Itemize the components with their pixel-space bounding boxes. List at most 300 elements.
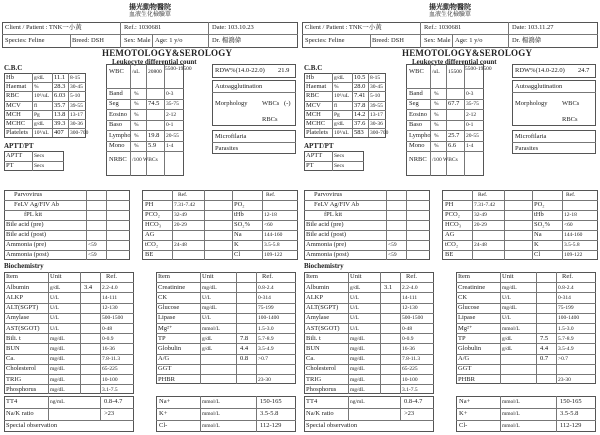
blood-gas-ref: 7.31-7.42 — [174, 202, 196, 208]
leuko-unit: % — [134, 90, 139, 97]
wbc-value: 15500 — [448, 69, 462, 75]
nrbc-unit: /100 WBCs — [432, 157, 458, 163]
cbc-unit: g/dL — [34, 121, 45, 127]
blood-gas-ref: 3.5-5.8 — [264, 242, 280, 248]
cbc-name: MCV — [306, 101, 321, 109]
serology-name: fPL kit — [24, 211, 42, 218]
doctor: Dr. 楊鴻偉 — [512, 37, 542, 44]
blood-gas-ref: 24-48 — [474, 242, 487, 248]
biochem-ref: 2.2-4.0 — [102, 284, 118, 291]
doctor: Dr. 楊鴻偉 — [212, 37, 242, 44]
blood-gas-item: tHb — [234, 211, 244, 218]
blood-gas-ref: 20-29 — [174, 222, 187, 228]
bottom-ref: 0.8-4.7 — [104, 398, 123, 405]
biochem-unit: U/L — [350, 325, 359, 332]
section-heading: HEMOTOLOGY&SEROLOGY — [402, 48, 533, 58]
cbc-value: 37.8 — [354, 101, 366, 109]
bottom-ref: 112-129 — [260, 422, 282, 429]
biochem-header-item: Item — [6, 273, 18, 280]
rule-line — [4, 210, 130, 211]
biochem-unit: mg/dL — [50, 335, 65, 342]
blood-gas-item: PCO₂ — [145, 211, 160, 218]
biochem-name: Phosphorus — [6, 385, 37, 393]
column-line — [452, 34, 453, 48]
rule-line — [512, 92, 596, 93]
blood-gas-ref: 3.5-5.8 — [564, 242, 580, 248]
biochem-value: 0.8 — [240, 355, 249, 363]
rule-line — [4, 408, 134, 409]
leuko-ref: 20-55 — [466, 132, 479, 139]
nrbc-label: NRBC — [409, 156, 427, 163]
serology-name: Bile acid (post) — [6, 231, 47, 238]
rule-line — [4, 333, 134, 334]
biochem-name: BUN — [6, 344, 20, 352]
leuko-name: Seg — [109, 100, 119, 107]
biochem-header-item: Item — [158, 273, 170, 280]
rule-line — [456, 292, 596, 293]
biochem-ref: 0-48 — [402, 325, 413, 332]
bottom-unit: mmol/L — [202, 411, 220, 417]
serology-name: FeLV Ag/FIV Ab — [314, 201, 360, 208]
column-line — [500, 396, 501, 432]
rule-line — [2, 34, 298, 35]
leuko-name: Mono — [409, 142, 425, 149]
biochem-name: GGT — [458, 365, 472, 373]
biochem-unit: U/L — [350, 305, 359, 312]
blood-gas-item: tCO₂ — [445, 241, 459, 248]
cbc-name: Hb — [306, 74, 314, 81]
cbc-ref: 8-15 — [370, 75, 381, 81]
biochem-name: Creatinine — [458, 283, 486, 291]
cbc-title: C.B.C — [4, 64, 23, 72]
biochem-unit: g/dL — [50, 284, 61, 291]
blood-gas-item: AG — [445, 231, 455, 238]
cbc-ref: 300-700 — [70, 130, 89, 137]
biochem-unit: mg/dL — [50, 376, 65, 383]
cbc-value: 6.03 — [54, 92, 66, 100]
biochem-name: TRIG — [6, 375, 22, 383]
biochem-unit: g/dL — [202, 345, 213, 352]
blood-gas-item: K — [234, 241, 239, 248]
column-line — [208, 22, 209, 48]
cbc-name: MCHC — [6, 120, 26, 127]
biochem-header-ref: Ref. — [562, 273, 574, 280]
cbc-unit: % — [334, 84, 339, 91]
biochem-header-ref: Ref. — [262, 273, 274, 280]
biochem-name: Ca. — [306, 355, 315, 363]
leuko-unit: % — [134, 111, 139, 118]
cbc-value: 39.3 — [54, 120, 66, 127]
bottom-ref: >23 — [104, 410, 115, 417]
biochem-name: Amylase — [6, 314, 30, 322]
bottom-ref: 0.8-4.7 — [404, 398, 423, 405]
biochem-name: ALKP — [6, 293, 23, 301]
bottom-unit: mmol/L — [502, 423, 520, 429]
biochem-ref: 1.5-3.0 — [558, 325, 574, 332]
biochem-ref: 0-48 — [102, 325, 113, 332]
biochem-ref: 2.2-4.0 — [402, 284, 418, 291]
biochem-ref: 3.1-7.5 — [402, 386, 418, 393]
leuko-ref: 0-1 — [466, 122, 474, 128]
cbc-ref: 13-17 — [70, 111, 83, 118]
autoagglutination-label: Autoagglutination — [515, 83, 563, 90]
cbc-unit: 10³/uL — [334, 130, 349, 137]
biochem-ref: 75-199 — [558, 305, 574, 312]
rule-line — [106, 151, 184, 152]
biochem-name: Globulin — [158, 344, 182, 352]
bottom-name: Na/K ratio — [6, 410, 34, 417]
leuko-name: Mono — [109, 142, 125, 149]
cbc-name: MCH — [306, 110, 321, 118]
rule-line — [456, 374, 596, 375]
column-line — [200, 272, 201, 384]
blood-gas-ref: 144-160 — [564, 232, 583, 238]
leuko-unit: % — [434, 101, 439, 107]
leuko-ref: 2-12 — [466, 111, 477, 118]
biochem-name: Glucose — [458, 304, 480, 312]
cbc-ref: 5-10 — [70, 93, 81, 100]
bottom-name: K+ — [459, 410, 468, 417]
biochem-value: 3.4 — [84, 283, 93, 291]
parasites-label: Parasites — [215, 145, 239, 152]
blood-gas-item: Na — [234, 231, 242, 238]
biochem-name: PHBR — [458, 375, 475, 383]
aptt-title: APTT/PT — [304, 142, 334, 150]
column-line — [256, 272, 257, 384]
rule-line — [442, 220, 598, 221]
biochem-name: Lipase — [158, 314, 176, 322]
biochem-name: Bili. t — [6, 334, 21, 342]
serology-name: Ammonia (post) — [6, 251, 49, 258]
blood-gas-ref: 32-49 — [174, 212, 187, 218]
bottom-unit: mmol/L — [202, 399, 220, 405]
leuko-unit: % — [434, 111, 439, 118]
blood-gas-ref-header: Ref. — [478, 192, 488, 198]
leuko-unit: % — [134, 122, 139, 128]
biochem-ref: 10-100 — [102, 376, 118, 383]
biochem-value: 4.4 — [240, 344, 249, 352]
bottom-name: TT4 — [6, 398, 18, 405]
rule-line — [156, 333, 296, 334]
bottom-ref: 3.5-5.8 — [260, 410, 279, 417]
species: Species: Feline — [5, 37, 45, 44]
biochem-name: Mg²⁺ — [158, 324, 173, 332]
cbc-value: 14.2 — [354, 110, 366, 118]
leukocyte-heading: Leukocyte differential count — [412, 58, 497, 66]
biochem-name: GGT — [158, 365, 172, 373]
cbc-ref: 30-45 — [70, 84, 83, 91]
biochem-ref: 3.5-4.9 — [258, 345, 274, 352]
blood-gas-ref: <60 — [564, 222, 573, 228]
rbcs-label: RBCs — [562, 116, 578, 123]
bottom-ref: 3.5-5.8 — [560, 410, 579, 417]
cbc-unit: fl — [34, 102, 38, 109]
nrbc-unit: /100 WBCs — [132, 157, 158, 163]
rule-line — [304, 420, 434, 421]
cbc-ref: 39-55 — [370, 102, 383, 109]
blood-gas-ref-header: Ref. — [566, 192, 576, 198]
ammonia-ref: <59 — [388, 252, 397, 258]
cbc-unit: fl — [334, 102, 338, 109]
client-patient: Client / Patient : TNK一小黃 — [305, 24, 382, 31]
biochem-ref: 100-1400 — [558, 315, 580, 322]
cbc-ref: 30-45 — [370, 84, 383, 91]
wbc-label: WBC — [109, 68, 124, 75]
cbc-ref: 300-700 — [370, 130, 389, 137]
blood-gas-item: Cl — [534, 251, 541, 258]
breed: Breed: DSH — [72, 37, 104, 44]
biochem-unit: U/L — [50, 305, 59, 312]
biochem-unit: mg/dL — [350, 376, 365, 383]
leuko-ref: 1-4 — [466, 143, 474, 149]
cbc-value: 407 — [54, 129, 64, 137]
biochem-ref: 16-36 — [102, 345, 115, 352]
ammonia-ref: <59 — [88, 252, 97, 258]
leuko-ref: 0-3 — [466, 90, 474, 97]
biochem-unit: mg/dL — [202, 305, 217, 312]
cbc-unit: 10⁶/uL — [334, 93, 350, 100]
wbc-ref: 5500-19500 — [165, 66, 192, 72]
biochemistry-title: Biochemistry — [4, 262, 44, 270]
biochem-ref: 75-199 — [258, 305, 274, 312]
biochem-unit: mg/dL — [502, 305, 517, 312]
rule-line — [142, 200, 298, 201]
report-title: 血液生化檢驗單 — [428, 12, 471, 18]
rbcs-label: RBCs — [262, 116, 278, 123]
bottom-name: Na/K ratio — [306, 410, 334, 417]
biochem-ref: 0.8-2.4 — [558, 284, 574, 291]
blood-gas-item: Cl — [234, 251, 241, 258]
blood-gas-item: HCO₃ — [445, 221, 461, 228]
leuko-ref: 2-12 — [166, 111, 177, 118]
blood-gas-item: SO₂% — [534, 221, 550, 228]
biochem-name: Bili. t — [306, 334, 321, 342]
biochem-value: 3.1 — [384, 283, 393, 291]
cbc-name: Hb — [6, 74, 14, 81]
biochem-name: CK — [158, 293, 168, 301]
rule-line — [456, 420, 596, 421]
bottom-unit: mmol/L — [502, 399, 520, 405]
lab-report-sheet-2 — [302, 0, 598, 435]
biochem-name: A/G — [458, 355, 470, 363]
bottom-ref: >23 — [404, 410, 415, 417]
biochem-unit: mmol/L — [202, 325, 220, 332]
leuko-name: Baso — [409, 121, 422, 128]
morphology-label: Morphology — [515, 100, 548, 107]
leuko-value: 6.6 — [448, 142, 457, 149]
leuko-unit: % — [134, 143, 139, 149]
rdw-label: RDW%(14.0-22.0) — [215, 67, 265, 74]
biochem-unit: U/L — [502, 315, 511, 322]
cbc-ref: 8-15 — [70, 75, 81, 81]
rdw-value: 24.7 — [578, 67, 590, 74]
biochem-header-ref: Ref. — [406, 273, 418, 280]
biochem-name: Glucose — [158, 304, 180, 312]
rule-line — [442, 200, 598, 201]
leuko-value: 67.7 — [448, 100, 460, 107]
biochem-unit: g/dL — [350, 284, 361, 291]
biochem-ref: 0-314 — [258, 294, 271, 301]
biochem-unit: U/L — [350, 315, 359, 322]
cbc-value: 35.7 — [54, 101, 66, 109]
blood-gas-item: Na — [534, 231, 542, 238]
biochem-ref: 0-0.9 — [102, 335, 114, 342]
biochem-unit: g/dL — [202, 335, 213, 342]
rule-line — [156, 364, 296, 365]
biochem-name: CK — [458, 293, 468, 301]
serology-name: Bile acid (pre) — [6, 221, 44, 228]
biochem-ref: 1.5-3.0 — [258, 325, 274, 332]
sex: Sex: Male — [424, 37, 451, 44]
rdw-value: 21.9 — [278, 67, 290, 74]
biochem-unit: U/L — [50, 325, 59, 332]
rule-line — [456, 408, 596, 409]
biochem-ref: 3.1-7.5 — [102, 386, 118, 393]
blood-gas-ref-header: Ref. — [178, 192, 188, 198]
aptt-title: APTT/PT — [4, 142, 34, 150]
aptt-unit: Secs — [34, 153, 45, 159]
leuko-unit: % — [434, 132, 439, 139]
biochem-name: Amylase — [306, 314, 330, 322]
bottom-unit: mmol/L — [202, 423, 220, 429]
blood-gas-ref: 32-49 — [474, 212, 487, 218]
bottom-name: Cl- — [159, 422, 168, 429]
biochem-name: AST(SGOT) — [306, 324, 340, 332]
wbc-unit: /uL — [432, 69, 440, 75]
serology-name: Parvovirus — [314, 191, 343, 198]
rule-line — [406, 151, 484, 152]
section-heading: HEMOTOLOGY&SEROLOGY — [102, 48, 233, 58]
aptt-name: PT — [6, 162, 14, 169]
biochem-ref: 65-225 — [102, 366, 118, 373]
biochem-ref: 5.7-8.9 — [258, 335, 274, 342]
biochem-name: TRIG — [306, 375, 322, 383]
biochem-ref: 500-1500 — [402, 315, 424, 322]
ref-number: Ref.: 1030681 — [124, 24, 162, 31]
bottom-name: Special observation — [6, 422, 58, 429]
aptt-name: APTT — [6, 152, 23, 159]
leuko-name: Band — [409, 89, 423, 97]
parasites-label: Parasites — [515, 145, 539, 152]
blood-gas-item: AG — [145, 231, 155, 238]
biochem-name: Cholesterol — [6, 365, 36, 373]
serology-name: Ammonia (post) — [306, 251, 349, 258]
leuko-ref: 20-55 — [166, 132, 179, 139]
cbc-unit: g/dL — [334, 75, 345, 81]
biochem-name: A/G — [158, 355, 170, 363]
biochem-ref: 0-0.9 — [402, 335, 414, 342]
bottom-unit: mmol/L — [502, 411, 520, 417]
bottom-unit: ng/mL — [50, 399, 65, 405]
biochem-unit: mg/dL — [350, 386, 365, 393]
report-date: Date: 103.10.23 — [212, 24, 254, 31]
bottom-name: TT4 — [306, 398, 318, 405]
rule-line — [304, 210, 430, 211]
rule-line — [512, 142, 596, 143]
bottom-name: Na+ — [459, 398, 471, 405]
rule-line — [456, 364, 596, 365]
serology-name: Bile acid (post) — [306, 231, 347, 238]
biochem-ref: >0.7 — [558, 356, 568, 363]
lab-report-sheet-1 — [2, 0, 298, 435]
biochem-unit: mg/dL — [50, 345, 65, 352]
blood-gas-ref: <60 — [264, 222, 273, 228]
biochem-name: Creatinine — [158, 283, 186, 291]
biochem-ref: 14-111 — [402, 294, 418, 301]
leuko-value: 74.5 — [148, 100, 160, 107]
column-line — [32, 151, 33, 171]
biochem-name: Albumin — [306, 283, 330, 291]
rule-line — [156, 374, 296, 375]
rule-line — [156, 323, 296, 324]
leuko-name: Lympho — [109, 131, 131, 139]
hospital-name: 揚光動物醫院 — [129, 3, 171, 11]
leuko-unit: % — [434, 122, 439, 128]
aptt-unit: Secs — [334, 163, 345, 169]
blood-gas-ref: 109-122 — [264, 252, 283, 258]
leuko-name: Eosino — [409, 110, 428, 118]
leuko-unit: % — [134, 101, 139, 107]
leuko-value: 5.9 — [148, 142, 157, 149]
column-line — [256, 396, 257, 432]
cbc-value: 13.8 — [54, 110, 66, 118]
bottom-name: K+ — [159, 410, 168, 417]
blood-gas-item: SO₂% — [234, 221, 250, 228]
biochem-ref: >0.7 — [258, 356, 268, 363]
biochem-value: 7.5 — [540, 334, 549, 342]
nrbc-label: NRBC — [109, 156, 127, 163]
biochem-unit: mg/dL — [202, 284, 217, 291]
morphology-label: Morphology — [215, 100, 248, 107]
client-patient: Client / Patient : TNK一小黃 — [5, 24, 82, 31]
column-line — [536, 272, 537, 384]
biochem-unit: g/dL — [502, 335, 513, 342]
blood-gas-item: tHb — [534, 211, 544, 218]
leuko-name: Seg — [409, 100, 419, 107]
biochem-header-item: Item — [306, 273, 318, 280]
biochem-name: BUN — [306, 344, 320, 352]
bottom-ref: 150-165 — [260, 398, 282, 405]
cbc-ref: 30-36 — [370, 121, 383, 127]
biochem-unit: mg/dL — [50, 356, 65, 363]
serology-name: Ammonia (pre) — [6, 241, 47, 248]
rdw-label: RDW%(14.0-22.0) — [515, 67, 565, 74]
blood-gas-ref: 144-160 — [264, 232, 283, 238]
biochem-unit: mg/dL — [350, 335, 365, 342]
biochem-unit: U/L — [50, 294, 59, 301]
serology-name: Parvovirus — [14, 191, 43, 198]
column-line — [420, 22, 421, 48]
column-line — [500, 272, 501, 384]
report-title: 血液生化檢驗單 — [128, 12, 171, 18]
cbc-value: 28.3 — [54, 83, 66, 91]
biochem-header-item: Item — [458, 273, 470, 280]
ammonia-ref: <59 — [388, 242, 397, 248]
cbc-name: RBC — [6, 92, 20, 100]
cbc-name: Haemat — [306, 83, 327, 91]
cbc-name: RBC — [306, 92, 320, 100]
blood-gas-item: PH — [145, 201, 154, 208]
biochem-name: Mg²⁺ — [458, 324, 473, 332]
species: Species: Feline — [305, 37, 345, 44]
biochem-name: PHBR — [158, 375, 175, 383]
rule-line — [212, 92, 296, 93]
biochem-unit: mg/dL — [50, 366, 65, 373]
breed: Breed: DSH — [372, 37, 404, 44]
biochem-ref: 12-130 — [102, 305, 118, 312]
biochem-ref: 12-130 — [402, 305, 418, 312]
biochem-unit: mg/dL — [350, 356, 365, 363]
